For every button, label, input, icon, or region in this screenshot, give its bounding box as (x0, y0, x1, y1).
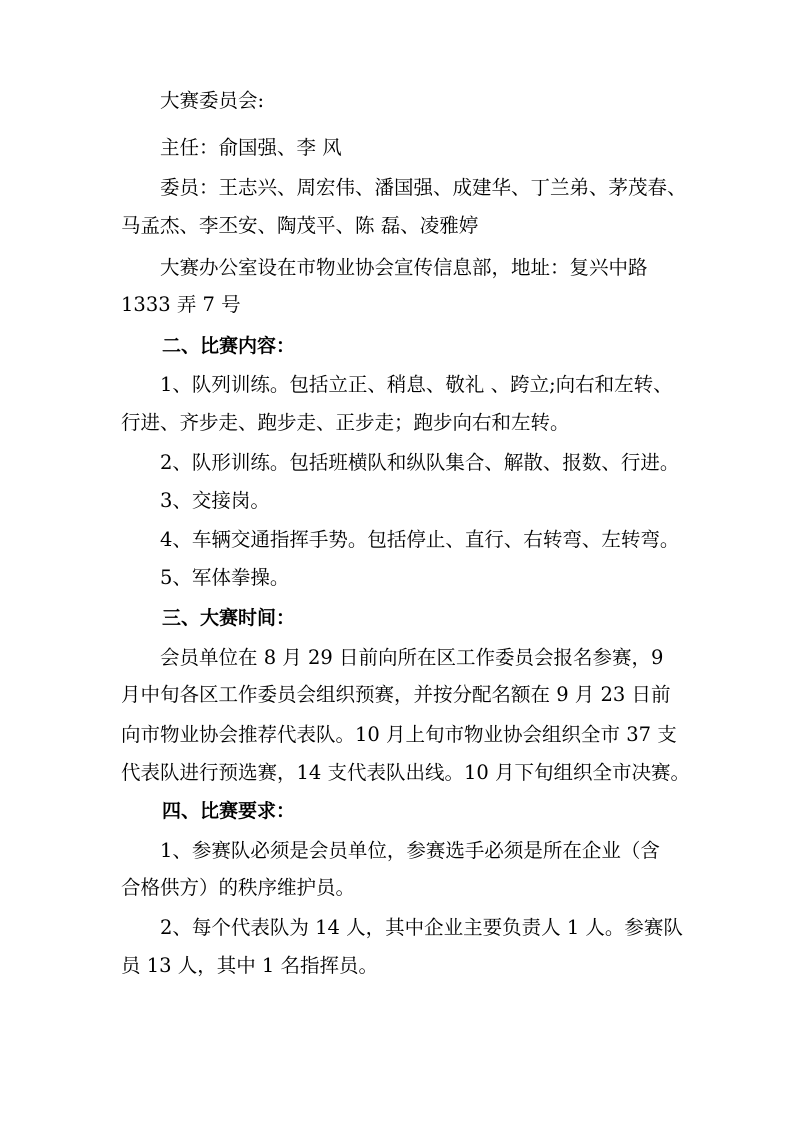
section4-item1-line2: 合格供方）的秩序维护员。 (121, 876, 356, 899)
section3-line4: 代表队进行预选赛，14 支代表队出线。10 月下旬组织全市决赛。 (121, 761, 691, 784)
section2-item4: 4、车辆交通指挥手势。包括停止、直行、右转弯、左转弯。 (160, 528, 680, 551)
section3-line1: 会员单位在 8 月 29 日前向所在区工作委员会报名参赛，9 (160, 646, 664, 669)
section4-item1-line1: 1、参赛队必须是会员单位，参赛选手必须是所在企业（含 (160, 839, 660, 862)
committee-members-line1: 委员：王志兴、周宏伟、潘国强、成建华、丁兰弟、茅茂春、 (160, 176, 687, 199)
committee-director: 主任：俞国强、李 风 (160, 136, 342, 159)
section2-item2: 2、队形训练。包括班横队和纵队集合、解散、报数、行进。 (160, 451, 680, 474)
section2-item1-line1: 1、队列训练。包括立正、稍息、敬礼 、跨立;向右和左转、 (160, 373, 673, 396)
committee-title: 大赛委员会: (160, 89, 265, 112)
section3-heading: 三、大赛时间： (162, 607, 296, 629)
section2-heading: 二、比赛内容： (162, 335, 296, 357)
section4-item2-line1: 2、每个代表队为 14 人，其中企业主要负责人 1 人。参赛队 (160, 916, 683, 939)
office-address-line1: 大赛办公室设在市物业协会宣传信息部，地址：复兴中路 (160, 256, 648, 279)
office-address-line2: 1333 弄 7 号 (121, 293, 241, 316)
section4-item2-line2: 员 13 人，其中 1 名指挥员。 (121, 954, 379, 977)
section2-item5: 5、军体拳操。 (160, 566, 290, 589)
section4-heading: 四、比赛要求： (162, 800, 296, 822)
section3-line3: 向市物业协会推荐代表队。10 月上旬市物业协会组织全市 37 支 (121, 723, 677, 746)
section2-item1-line2: 行进、齐步走、跑步走、正步走；跑步向右和左转。 (121, 411, 570, 434)
section2-item3: 3、交接岗。 (160, 489, 270, 512)
section3-line2: 月中旬各区工作委员会组织预赛，并按分配名额在 9 月 23 日前 (121, 683, 671, 706)
committee-members-line2: 马孟杰、李丕安、陶茂平、陈 磊、凌雅婷 (121, 214, 479, 237)
